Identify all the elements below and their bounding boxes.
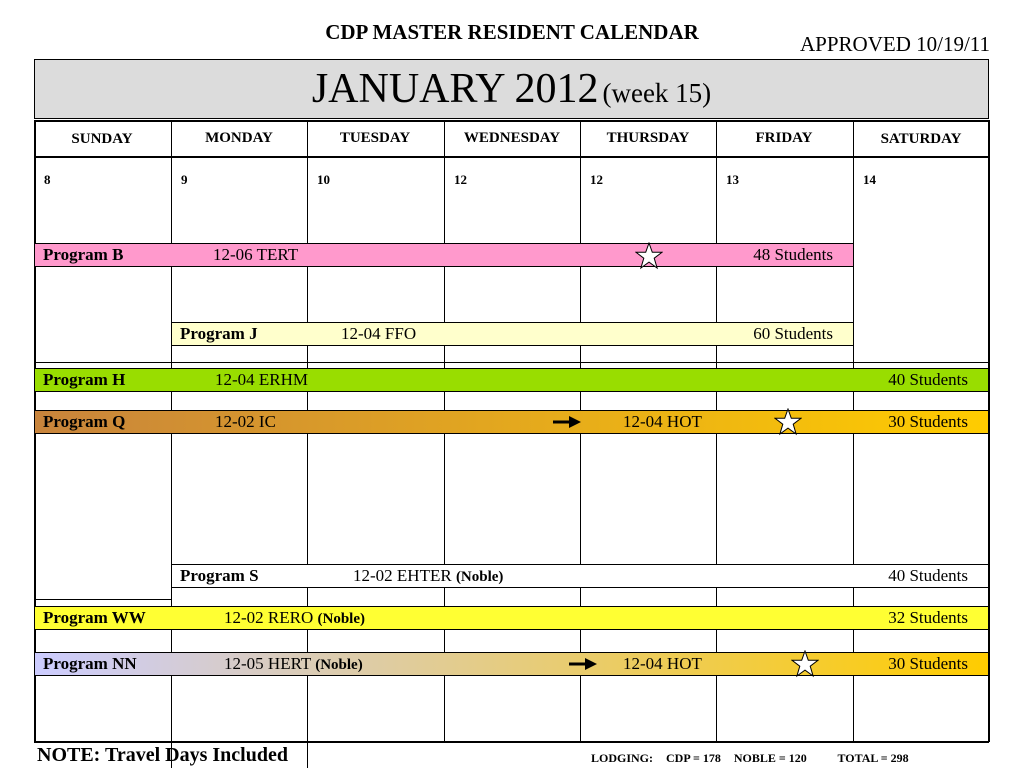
date-wednesday: 12 bbox=[454, 172, 467, 187]
program-nn-label: Program NN bbox=[43, 654, 137, 673]
date-saturday: 14 bbox=[863, 172, 876, 187]
day-friday: FRIDAY bbox=[755, 130, 813, 146]
program-q-students: 30 Students bbox=[888, 412, 968, 431]
program-ww-label: Program WW bbox=[43, 608, 146, 627]
program-b-students: 48 Students bbox=[753, 245, 833, 264]
date-friday: 13 bbox=[726, 172, 739, 187]
row-line bbox=[34, 599, 171, 600]
star-icon bbox=[635, 242, 663, 270]
date-monday: 9 bbox=[181, 172, 188, 187]
program-q-next-course: 12-04 HOT bbox=[623, 412, 702, 431]
travel-note: NOTE: Travel Days Included bbox=[37, 744, 288, 766]
day-saturday: SATURDAY bbox=[880, 131, 962, 147]
program-ww-bar[interactable] bbox=[34, 606, 989, 630]
month-title: JANUARY 2012 bbox=[311, 66, 599, 112]
program-q-label: Program Q bbox=[43, 412, 126, 431]
program-j-course: 12-04 FFO bbox=[341, 324, 417, 343]
grid-top-border bbox=[34, 120, 989, 122]
lodging-summary bbox=[591, 751, 919, 766]
program-ww-course: 12-02 RERO bbox=[224, 608, 314, 627]
program-b-label: Program B bbox=[43, 245, 124, 264]
program-h-label: Program H bbox=[43, 370, 126, 389]
star-icon bbox=[774, 408, 802, 436]
day-sunday: SUNDAY bbox=[71, 131, 133, 147]
date-tuesday: 10 bbox=[317, 172, 330, 187]
program-nn-next-course: 12-04 HOT bbox=[623, 654, 702, 673]
row-line bbox=[34, 362, 989, 363]
program-nn-bar[interactable] bbox=[34, 652, 989, 676]
day-thursday: THURSDAY bbox=[606, 130, 690, 146]
date-sunday: 8 bbox=[44, 172, 51, 187]
program-nn-students: 30 Students bbox=[888, 654, 968, 673]
program-j-students: 60 Students bbox=[753, 324, 833, 343]
day-tuesday: TUESDAY bbox=[339, 130, 411, 146]
program-q-course: 12-02 IC bbox=[215, 412, 276, 431]
lodging-cdp: CDP = 178 bbox=[666, 751, 721, 765]
program-h-bar[interactable] bbox=[34, 368, 989, 392]
grid-header-border bbox=[34, 156, 989, 158]
program-s-course: 12-02 EHTER bbox=[353, 566, 452, 585]
month-header bbox=[34, 59, 989, 119]
day-monday: MONDAY bbox=[205, 130, 273, 146]
arrow-right-icon bbox=[553, 416, 581, 428]
program-h-course: 12-04 ERHM bbox=[215, 370, 309, 389]
date-thursday: 12 bbox=[590, 172, 603, 187]
lodging-total: TOTAL = 298 bbox=[837, 751, 909, 765]
program-ww-students: 32 Students bbox=[888, 608, 968, 627]
program-s-students: 40 Students bbox=[888, 566, 968, 585]
program-h-students: 40 Students bbox=[888, 370, 968, 389]
arrow-right-icon bbox=[569, 658, 597, 670]
program-q-bar[interactable] bbox=[34, 410, 989, 434]
day-wednesday: WEDNESDAY bbox=[463, 130, 561, 146]
program-ww-noble: (Noble) bbox=[317, 611, 365, 627]
document-title: CDP MASTER RESIDENT CALENDAR bbox=[325, 20, 699, 44]
approved-date: APPROVED 10/19/11 bbox=[800, 32, 990, 56]
program-s-noble: (Noble) bbox=[455, 569, 504, 585]
star-icon bbox=[791, 650, 819, 678]
program-j-bar[interactable] bbox=[171, 322, 854, 346]
lodging-label: LODGING: bbox=[591, 751, 654, 765]
program-nn-course: 12-05 HERT bbox=[224, 654, 311, 673]
lodging-noble: NOBLE = 120 bbox=[733, 751, 807, 765]
week-label: (week 15) bbox=[602, 78, 712, 108]
grid-bottom-border bbox=[34, 741, 989, 743]
program-nn-noble: (Noble) bbox=[315, 657, 363, 673]
program-s-bar[interactable] bbox=[171, 564, 989, 588]
program-j-label: Program J bbox=[180, 324, 258, 343]
program-b-course: 12-06 TERT bbox=[213, 245, 299, 264]
program-s-label: Program S bbox=[180, 566, 259, 585]
program-b-bar[interactable] bbox=[34, 243, 854, 267]
